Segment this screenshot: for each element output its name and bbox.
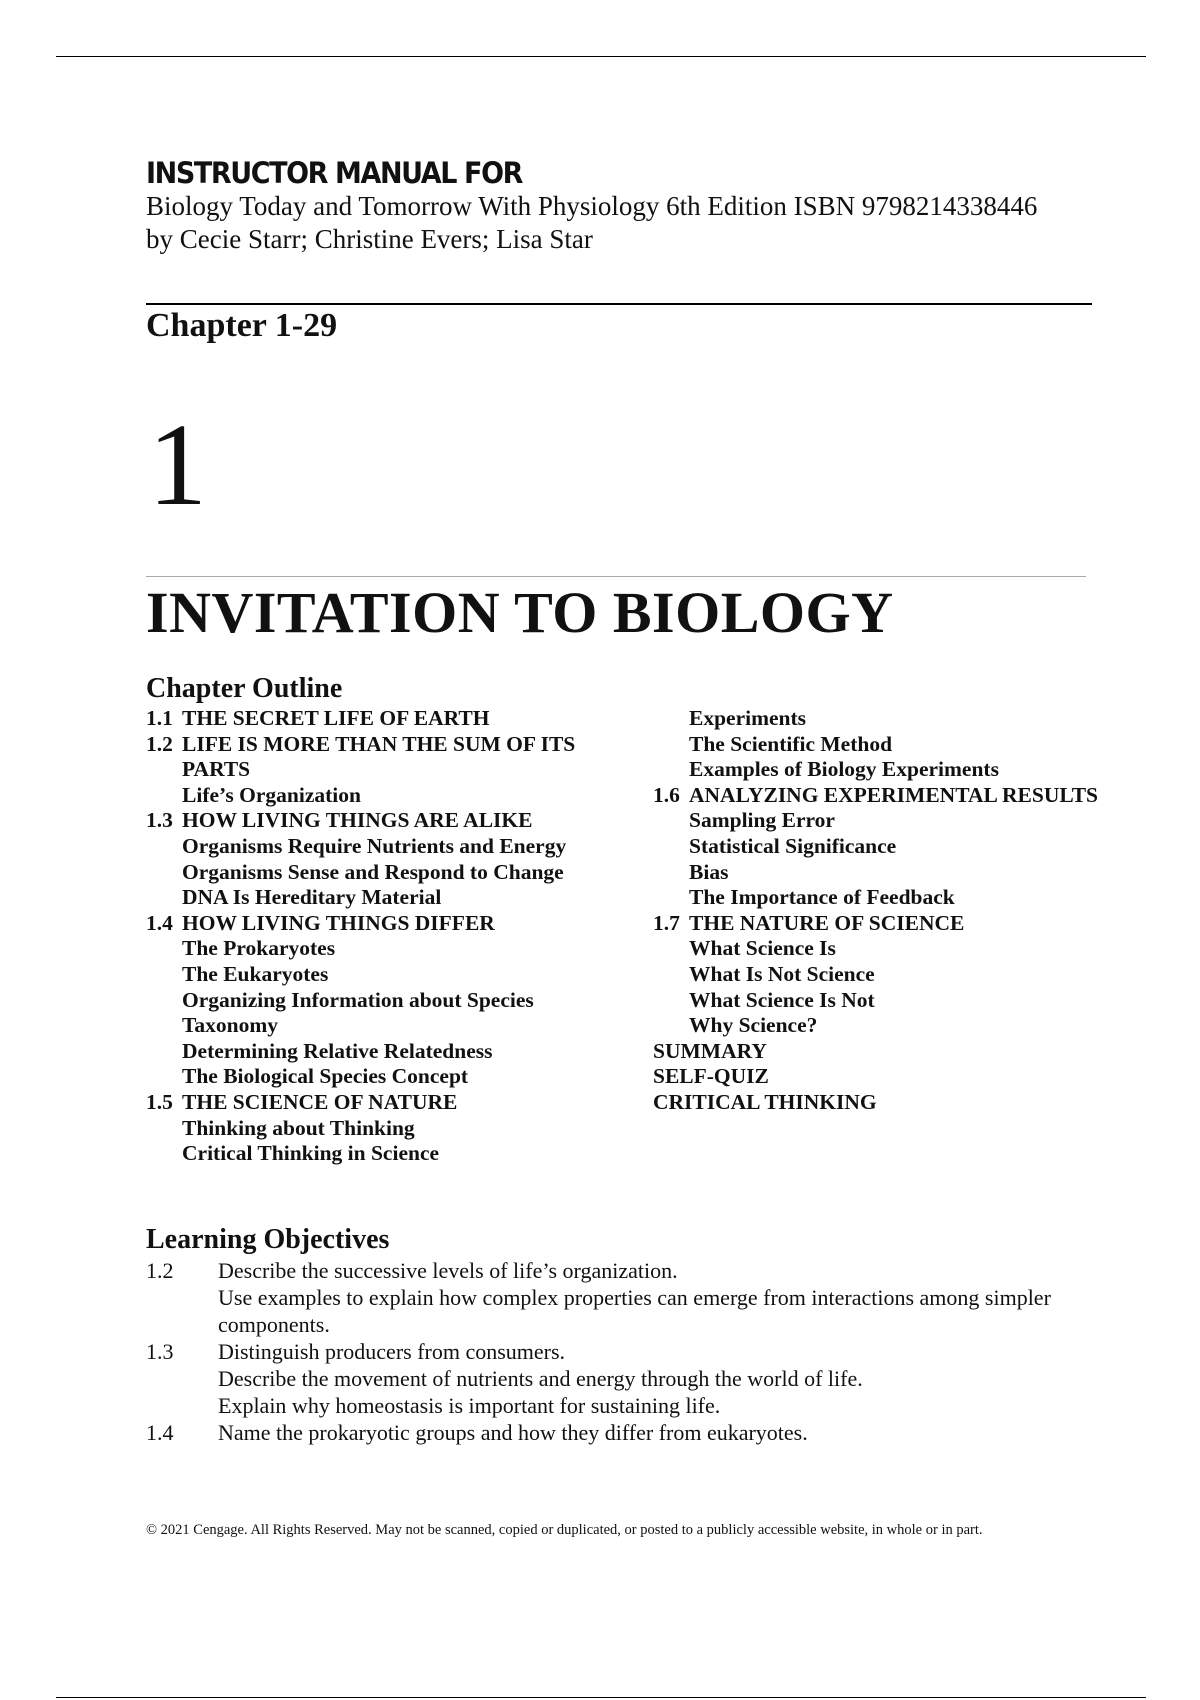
section-number: 1.3: [146, 808, 173, 833]
outline-section: [146, 808, 616, 834]
outline-subsection: Thinking about Thinking: [182, 1115, 415, 1140]
section-number: 1.1: [146, 706, 173, 730]
top-rule: [56, 56, 1146, 57]
outline-section: [653, 783, 1103, 809]
objective-items: [218, 1257, 1096, 1338]
chapter-range: Chapter 1-29: [146, 307, 338, 344]
objective-item: Name the prokaryotic groups and how they differ from eukaryotes.: [218, 1420, 808, 1445]
outline-subsection: What Science Is Not: [689, 987, 875, 1012]
outline-subsection: The Importance of Feedback: [689, 885, 955, 910]
outline-subsection: DNA Is Hereditary Material: [182, 885, 442, 910]
outline-end-item: CRITICAL THINKING: [653, 1089, 877, 1114]
section-number: 1.2: [146, 731, 173, 756]
outline-right-column: [653, 706, 1103, 1116]
outline-subsection: Why Science?: [689, 1013, 818, 1038]
learning-objectives-heading: Learning Objectives: [146, 1224, 390, 1255]
title-block: [146, 156, 1106, 256]
chapter-rule: [146, 576, 1086, 577]
section-number: 1.5: [146, 1089, 173, 1114]
outline-subsection: Organisms Sense and Respond to Change: [182, 859, 564, 884]
objective-items: [218, 1419, 1096, 1446]
objective-item: Describe the movement of nutrients and energy through the world of life.: [218, 1366, 863, 1391]
outline-subsection: Organisms Require Nutrients and Energy: [182, 833, 567, 858]
outline-subsection: Determining Relative Relatedness: [182, 1038, 493, 1063]
outline-subsection: Taxonomy: [182, 1013, 278, 1038]
chapter-title: INVITATION TO BIOLOGY: [146, 580, 894, 645]
outline-end-item: SUMMARY: [653, 1038, 767, 1063]
section-title: HOW LIVING THINGS ARE ALIKE: [182, 808, 533, 833]
outline-subsection: The Scientific Method: [689, 731, 893, 756]
book-authors-line: by Cecie Starr; Christine Evers; Lisa Star: [146, 224, 593, 254]
outline-subsection: Sampling Error: [689, 808, 835, 833]
chapter-outline-heading: Chapter Outline: [146, 673, 343, 704]
section-title: THE SECRET LIFE OF EARTH: [182, 706, 490, 730]
outline-subsection: Statistical Significance: [689, 833, 897, 858]
outline-subsection: What Science Is: [689, 936, 836, 961]
section-title: LIFE IS MORE THAN THE SUM OF ITS PARTS: [182, 731, 576, 782]
outline-subsection: Organizing Information about Species: [182, 987, 534, 1012]
outline-subsection: Life’s Organization: [182, 782, 361, 807]
outline-section: [146, 911, 616, 937]
outline-section: [146, 706, 616, 732]
learning-objectives-list: [146, 1257, 1096, 1446]
objective-section-number: 1.3: [146, 1339, 174, 1364]
section-number: 1.4: [146, 910, 173, 935]
objective-group: [146, 1419, 1096, 1446]
outline-section: [653, 911, 1103, 937]
outline-left-column: [146, 706, 616, 1167]
section-number: 1.7: [653, 910, 680, 935]
outline-end-item: SELF-QUIZ: [653, 1064, 769, 1089]
outline-subsection: Experiments: [689, 706, 807, 730]
outline-subsection: Examples of Biology Experiments: [689, 757, 999, 782]
outline-section: [146, 732, 616, 783]
chapter-number: 1: [148, 399, 207, 530]
objective-item: Explain why homeostasis is important for sustaining life.: [218, 1393, 721, 1418]
section-title: ANALYZING EXPERIMENTAL RESULTS: [689, 782, 1099, 807]
outline-section: [146, 1090, 616, 1116]
outline-subsection: The Prokaryotes: [182, 936, 336, 961]
section-title: THE SCIENCE OF NATURE: [182, 1089, 458, 1114]
outline-subsection: The Eukaryotes: [182, 961, 329, 986]
section-number: 1.6: [653, 782, 680, 807]
outline-subsection: The Biological Species Concept: [182, 1064, 469, 1089]
objective-section-number: 1.2: [146, 1258, 174, 1283]
outline-subsection: Critical Thinking in Science: [182, 1141, 440, 1166]
section-title: HOW LIVING THINGS DIFFER: [182, 910, 495, 935]
book-title-line: Biology Today and Tomorrow With Physiology 6th Edition ISBN 9798214338446: [146, 191, 1038, 221]
objective-group: [146, 1338, 1096, 1419]
objective-item: Describe the successive levels of life’s organization.: [218, 1258, 678, 1283]
objective-item: Distinguish producers from consumers.: [218, 1339, 566, 1364]
bottom-rule: [56, 1697, 1146, 1698]
objective-group: [146, 1257, 1096, 1338]
manual-title: INSTRUCTOR MANUAL FOR: [146, 156, 522, 190]
objective-section-number: 1.4: [146, 1420, 174, 1445]
outline-subsection: Bias: [689, 859, 729, 884]
outline-subsection: What Is Not Science: [689, 961, 875, 986]
objective-items: [218, 1338, 1096, 1419]
objective-item: Use examples to explain how complex properties can emerge from interactions among simpler components.: [218, 1285, 1051, 1337]
section-title: THE NATURE OF SCIENCE: [689, 910, 965, 935]
copyright-notice: © 2021 Cengage. All Rights Reserved. May not be scanned, copied or duplicated, or posted to a publicly accessible website, in whole or in part.: [146, 1522, 983, 1538]
